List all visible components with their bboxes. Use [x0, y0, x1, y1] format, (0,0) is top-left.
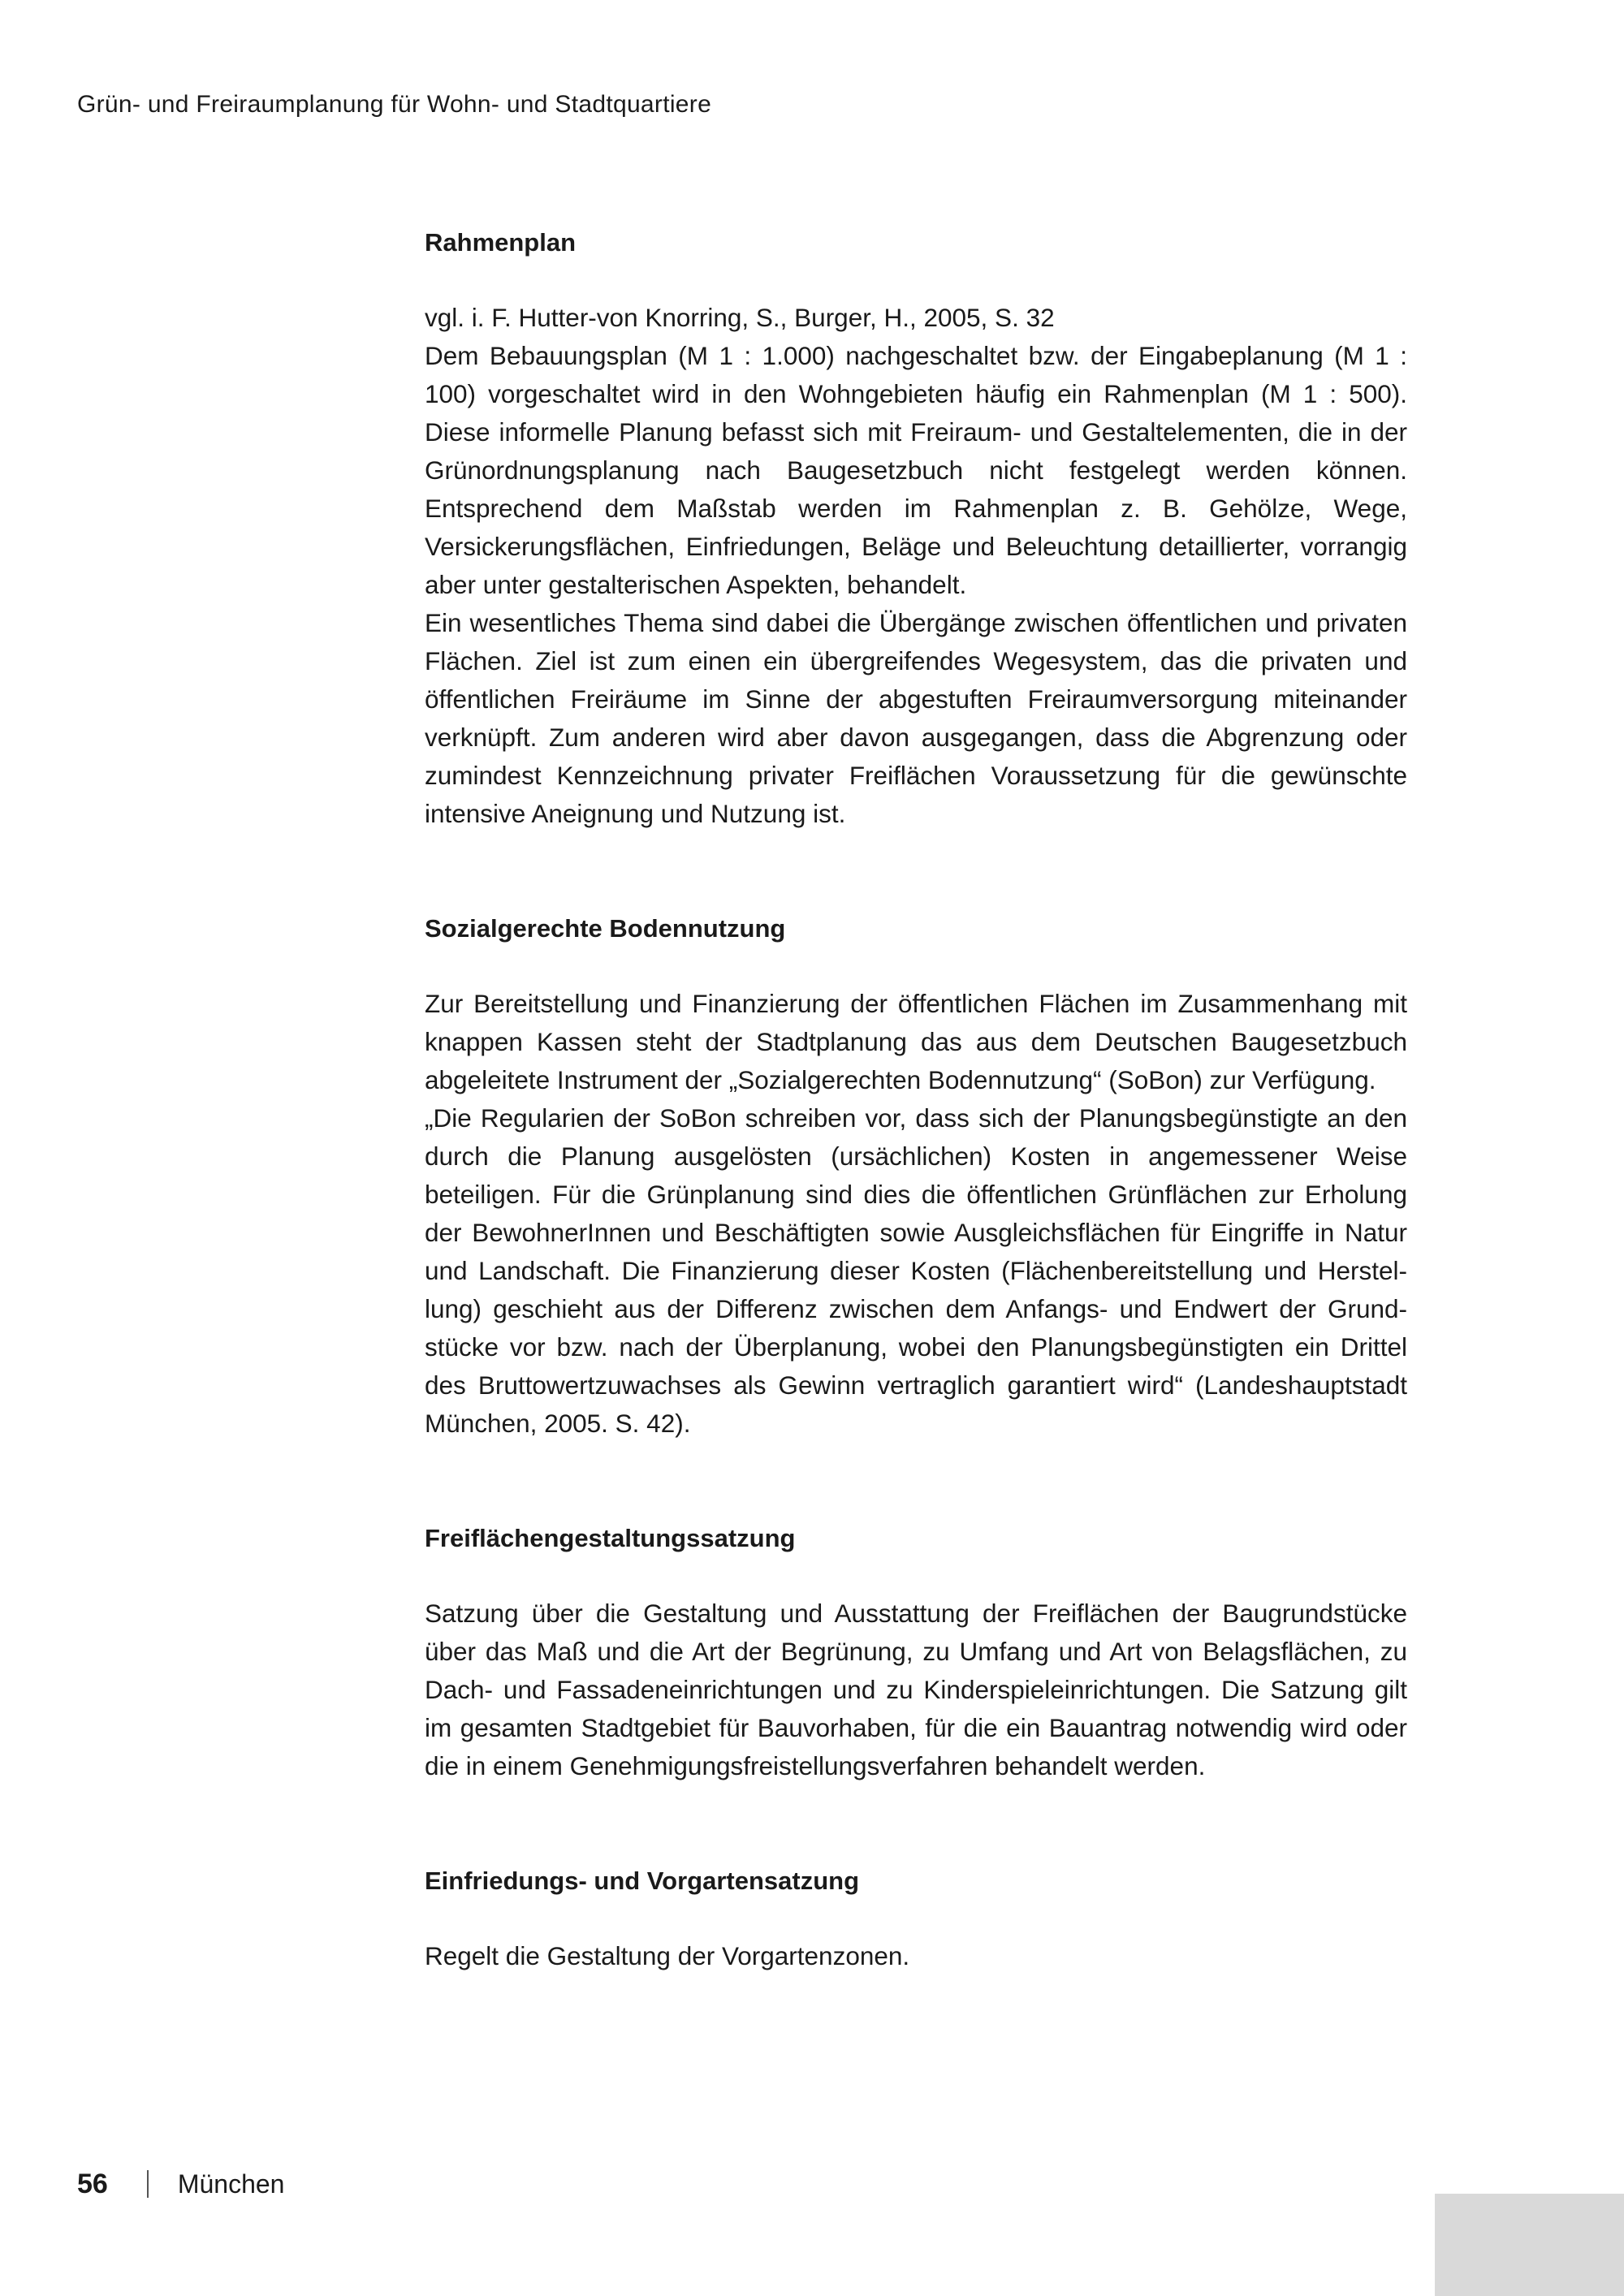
section-spacer	[425, 833, 1407, 909]
source-reference: vgl. i. F. Hutter-von Knorring, S., Burger, H., 2005, S. 32	[425, 303, 1055, 332]
page-number: 56	[77, 2168, 108, 2199]
body-paragraph: Satzung über die Gestaltung und Ausstattung der Freiflächen der Baugrundstücke über das Maß und die Art der Begrünung, zu Umfang und Art von Belagsflächen, zu Dach- und Fassadeneinrichtungen und zu Kinderspieleinrichtungen. Die Satzung gilt im gesamten Stadtgebiet für Bauvorhaben, für die ein Bauantrag notwendig wird oder die in einem Genehmigungsfreistellungsverfahren behandelt werden.	[425, 1599, 1407, 1780]
body-paragraph: Zur Bereitstellung und Finanzierung der öffentlichen Flächen im Zusammenhang mit knappen Kassen steht der Stadtplanung das aus dem Deutschen Baugesetzbuch abgeleitete Instrument der „Sozialgerechten Bodennutzung“ (SoBon) zur Verfügung.	[425, 989, 1407, 1094]
section-heading: Einfriedungs- und Vorgartensatzung	[425, 1867, 860, 1895]
section-heading: Freiflächengestaltungssatzung	[425, 1524, 796, 1552]
page-footer	[77, 2166, 284, 2202]
section-rahmenplan	[425, 223, 1407, 833]
section-einfriedungs-und-vorgartensatzung	[425, 1862, 1407, 1975]
section-heading: Rahmenplan	[425, 228, 577, 257]
section-spacer	[425, 1785, 1407, 1862]
section-body	[425, 985, 1407, 1443]
main-text-column	[425, 223, 1407, 1975]
section-freiflaechengestaltungssatzung	[425, 1519, 1407, 1785]
quote-paragraph: „Die Regularien der SoBon schreiben vor, dass sich der Planungsbegünstigte an den durch die Planung ausgelösten (ursächlichen) Kosten in angemessener Weise beteiligen. Für die Grünplanung sind dies die öffentlichen Grünflächen zur Erholung der BewohnerInnen und Beschäftigten sowie Ausgleichsflächen für Eingriffe in Natur und Landschaft. Die Finanzierung dieser Kosten (Flächenbereitstellung und Herstellung) geschieht aus der Differenz zwischen dem Anfangs- und Endwert der Grundstücke vor bzw. nach der Überplanung, wobei den Planungsbegünstigten ein Drittel des Bruttowertzuwachses als Gewinn vertraglich garantiert wird“ (Landeshauptstadt München, 2005. S. 42).	[425, 1103, 1407, 1438]
section-spacer	[425, 1443, 1407, 1519]
running-header: Grün- und Freiraumplanung für Wohn- und Stadtquartiere	[77, 91, 712, 118]
footer-city: München	[177, 2169, 285, 2199]
corner-decoration	[1435, 2194, 1624, 2296]
body-paragraph: Dem Bebauungsplan (M 1 : 1.000) nachgeschaltet bzw. der Eingabeplanung (M 1 : 100) vorgeschaltet wird in den Wohngebieten häufig ein Rahmenplan (M 1 : 500). Diese informelle Planung befasst sich mit Freiraum- und Gestaltelementen, die in der Grünordnungsplanung nach Baugesetzbuch nicht festgelegt werden können. Entsprechend dem Maßstab werden im Rahmenplan z. B. Gehölze, Wege, Versickerungsflächen, Einfriedungen, Beläge und Beleuchtung detaillierter, vorrangig aber unter gestalterischen Aspekten, behandelt.	[425, 341, 1407, 599]
section-body	[425, 299, 1407, 833]
footer-divider	[147, 2170, 149, 2198]
body-paragraph: Regelt die Gestaltung der Vorgartenzonen.	[425, 1941, 910, 1970]
section-body	[425, 1595, 1407, 1785]
section-sozialgerechte-bodennutzung	[425, 909, 1407, 1443]
section-body	[425, 1937, 1407, 1975]
body-paragraph: Ein wesentliches Thema sind dabei die Übergänge zwischen öffentlichen und privaten Flächen. Ziel ist zum einen ein übergreifendes Wegesystem, das die privaten und öffentlichen Freiräume im Sinne der abgestuften Freiraumversorgung miteinander verknüpft. Zum anderen wird aber davon ausgegangen, dass die Abgrenzung oder zumindest Kennzeichnung privater Freiflächen Voraussetzung für die gewünschte intensive Aneignung und Nutzung ist.	[425, 608, 1407, 828]
section-heading: Sozialgerechte Bodennutzung	[425, 914, 786, 943]
